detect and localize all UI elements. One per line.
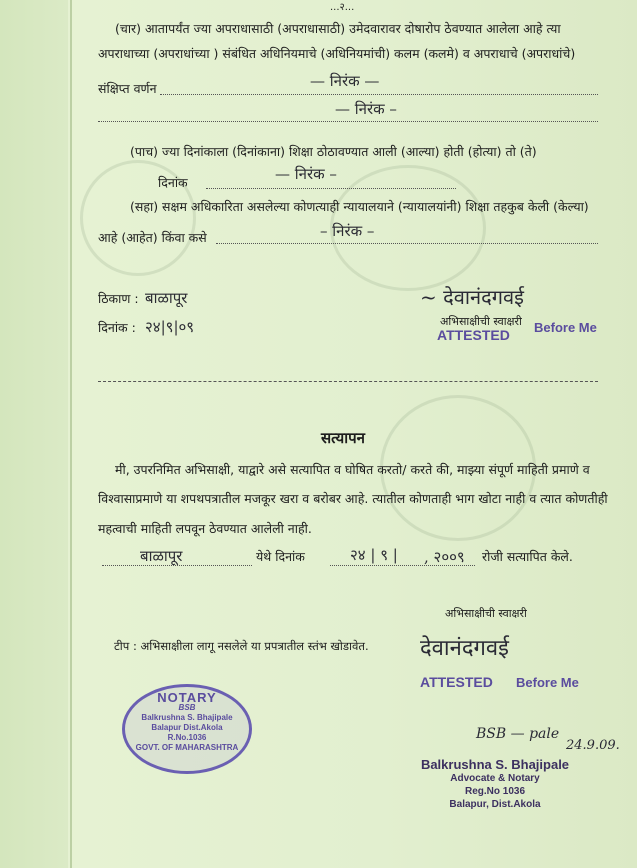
place-label: ठिकाण : xyxy=(98,291,139,306)
before-me-stamp: Before Me xyxy=(534,320,597,335)
verified-on-label: रोजी सत्यापित केले. xyxy=(482,549,573,564)
note-text: टीप : अभिसाक्षीला लागू नसलेले या प्रपत्रातील स्तंभ खोडावेत. xyxy=(114,639,369,653)
advocate-reg: Reg.No 1036 xyxy=(464,786,526,797)
notary-seal-initials: BSB xyxy=(178,703,196,712)
advocate-title: Advocate & Notary xyxy=(450,773,540,784)
verification-line-2: विश्वासाप्रमाणे या शपथपत्रातील मजकूर खरा व बरोबर आहे. त्यातील कोणताही भाग खोटा नाही व त्यात कोणतीही xyxy=(98,491,608,506)
page-marker: ...२... xyxy=(330,2,355,13)
previous-page-edge xyxy=(0,0,68,868)
deponent-signature-label: अभिसाक्षीची स्वाक्षरी xyxy=(440,315,522,328)
notary-seal-reg: R.No.1036 xyxy=(167,733,207,742)
notary-signature: BSB — pale xyxy=(476,726,560,742)
advocate-place: Balapur, Dist.Akola xyxy=(449,799,541,810)
notary-seal-place: Balapur Dist.Akola xyxy=(151,723,223,732)
notary-seal-name: Balkrushna S. Bhajipale xyxy=(141,713,233,722)
dotted-line xyxy=(216,243,598,244)
verification-place-handwritten: बाळापूर xyxy=(140,547,183,565)
handwritten-nil: — निरंक – xyxy=(275,165,337,183)
dotted-line xyxy=(98,121,598,122)
handwritten-nil: — निरंक – xyxy=(335,100,397,118)
before-me-stamp-2: Before Me xyxy=(516,675,579,690)
attested-stamp-2: ATTESTED xyxy=(420,674,493,690)
advocate-name: Balkrushna S. Bhajipale xyxy=(420,757,570,772)
deponent-signature: ~ देवानंदगवई xyxy=(420,285,524,309)
clause-5-line-1: (पाच) ज्या दिनांकाला (दिनांकाना) शिक्षा ठोठावण्यात आली (आल्या) होती (होत्या) तो (ते) xyxy=(130,144,537,159)
verification-date-handwritten: २४ | ९ | xyxy=(350,546,398,564)
dotted-line xyxy=(206,188,456,189)
verification-heading: सत्यापन xyxy=(321,429,365,447)
verification-line-3: महत्वाची माहिती लपवून ठेवण्यात आलेली नाही. xyxy=(98,521,312,536)
place-handwritten: बाळापूर xyxy=(145,289,188,307)
clause-4-label: संक्षिप्त वर्णन xyxy=(98,81,157,96)
clause-6-line-1: (सहा) सक्षम अधिकारिता असलेल्या कोणत्याही न्यायालयाने (न्यायालयांनी) शिक्षा तहकुब केली (केल्या) xyxy=(130,199,589,214)
here-date-label: येथे दिनांक xyxy=(256,549,305,564)
clause-4-line-2: अपराधाच्या (अपराधांच्या ) संबंधित अधिनियमाचे (अधिनियमांची) कलम (कलमे) व अपराधाचे (अपराधांचे) xyxy=(98,46,576,61)
clause-4-line-1: (चार) आतापर्यंत ज्या अपराधासाठी (अपराधासाठी) उमेदवारावर दोषारोप ठेवण्यात आलेला आहे त्या xyxy=(115,21,561,36)
deponent-signature-label-2: अभिसाक्षीची स्वाक्षरी xyxy=(445,607,527,620)
date-handwritten: २४|९|०९ xyxy=(145,318,195,336)
notary-seal xyxy=(122,684,252,774)
verification-line-1: मी, उपरनिमित अभिसाक्षी, याद्वारे असे सत्यापित व घोषित करतो/ करते की, माझ्या संपूर्ण माहिती प्रमाणे व xyxy=(115,462,590,477)
notary-seal-title: NOTARY xyxy=(157,690,217,705)
verification-year-handwritten: , २००९ xyxy=(424,548,465,566)
handwritten-nil: — निरंक — xyxy=(310,72,380,90)
section-divider xyxy=(98,381,598,382)
notary-seal-govt: GOVT. OF MAHARASHTRA xyxy=(135,743,239,752)
dotted-line xyxy=(160,94,598,95)
clause-6-label: आहे (आहेत) किंवा कसे xyxy=(98,230,207,245)
date-label: दिनांक : xyxy=(98,320,136,335)
page-fold xyxy=(70,0,72,868)
attested-stamp: ATTESTED xyxy=(437,327,510,343)
advocate-stamp xyxy=(400,757,590,811)
clause-5-date-label: दिनांक xyxy=(158,175,188,190)
handwritten-nil: – निरंक – xyxy=(320,222,375,240)
notary-date: 24.9.09. xyxy=(566,738,620,753)
deponent-signature-2: देवानंदगवई xyxy=(420,636,509,661)
